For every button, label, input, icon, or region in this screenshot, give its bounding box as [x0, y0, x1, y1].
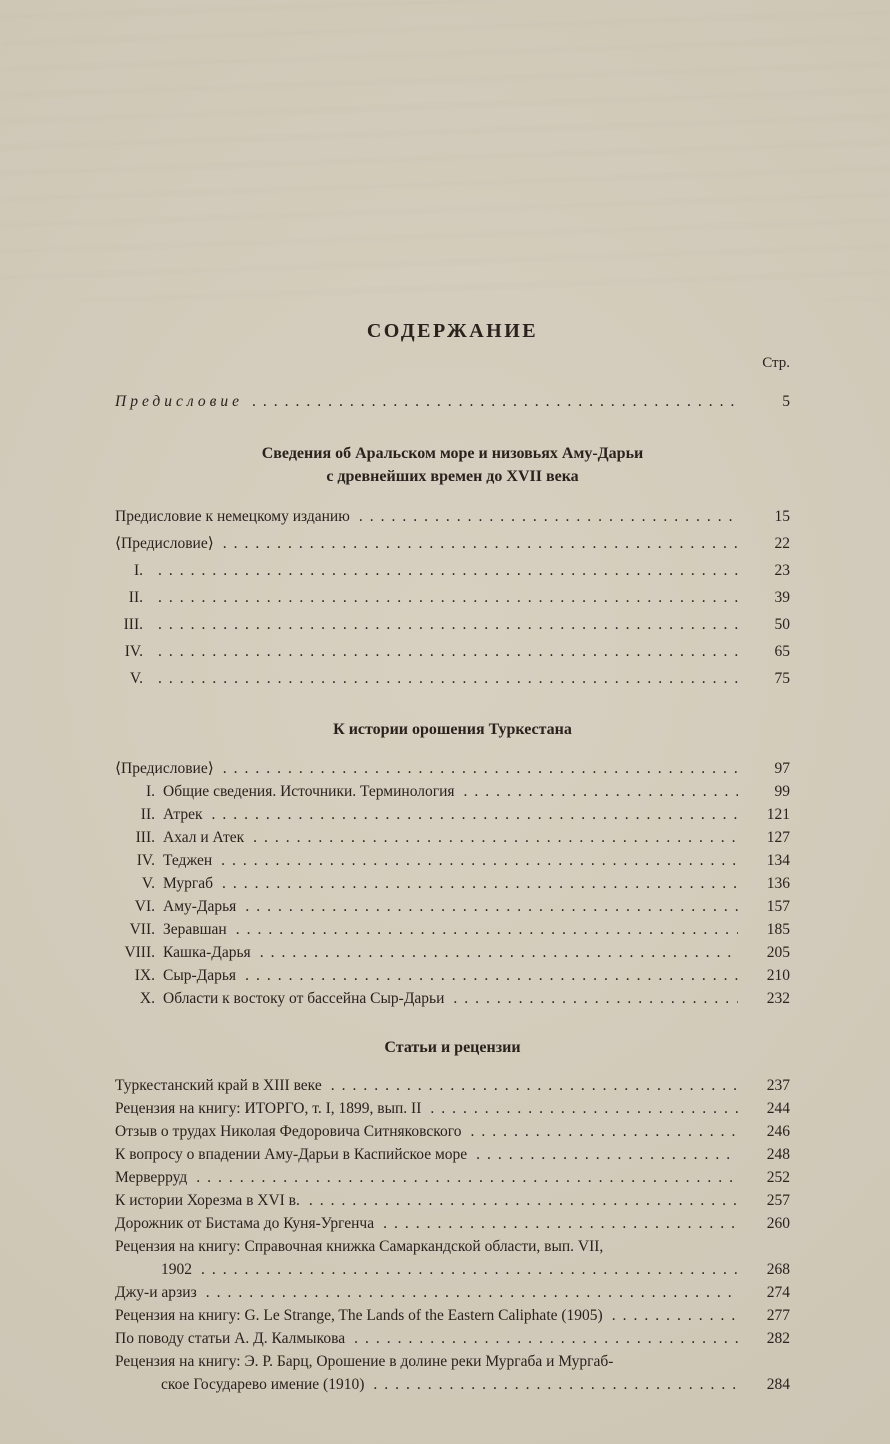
toc-entry — [115, 872, 790, 895]
toc-entry — [115, 757, 790, 780]
entry-page: 237 — [766, 1076, 790, 1094]
entry-page: 205 — [766, 943, 790, 961]
entry-page: 268 — [766, 1260, 790, 1278]
entry-label: Атрек — [163, 805, 203, 823]
dot-leader — [221, 849, 738, 872]
entry-label: Общие сведения. Источники. Терминология — [163, 782, 455, 800]
dot-leader — [430, 1097, 738, 1120]
table-of-contents — [115, 320, 790, 1396]
entry-label: Отзыв о трудах Николая Федоровича Ситняковского — [115, 1122, 462, 1140]
dot-leader — [206, 1281, 738, 1304]
toc-entry — [115, 1281, 790, 1304]
toc-entry — [115, 1166, 790, 1189]
dot-leader — [464, 780, 738, 803]
entry-page: 39 — [774, 589, 790, 607]
section-heading — [115, 1036, 790, 1059]
toc-entry — [115, 895, 790, 918]
dot-leader — [260, 941, 738, 964]
entry-label-continuation: ское Государево имение (1910) — [161, 1375, 365, 1393]
entry-number: III. — [135, 828, 155, 846]
dot-leader — [222, 872, 738, 895]
entry-label: Ахал и Атек — [163, 828, 245, 846]
section-heading — [115, 718, 790, 741]
toc-entry — [115, 849, 790, 872]
dot-leader — [223, 530, 738, 557]
toc-entry — [115, 503, 790, 530]
entry-page: 65 — [774, 643, 790, 661]
toc-entry-line1 — [115, 1235, 790, 1258]
entry-label: По поводу статьи А. Д. Калмыкова — [115, 1329, 346, 1347]
dot-leader — [354, 1327, 738, 1350]
entry-number: IV. — [136, 851, 155, 869]
section-heading-line: с древнейших времен до XVII века — [326, 468, 579, 486]
entry-page: 23 — [774, 562, 790, 580]
toc-entry — [115, 1120, 790, 1143]
toc-entry — [115, 964, 790, 987]
entry-page: 157 — [766, 897, 790, 915]
dot-leader — [383, 1212, 738, 1235]
entry-label: К вопросу о впадении Аму-Дарьи в Каспийское море — [115, 1145, 468, 1163]
toc-entry — [115, 530, 790, 557]
entry-page: 127 — [766, 828, 790, 846]
entry-page: 5 — [782, 393, 790, 410]
entry-number: I. — [145, 782, 155, 800]
toc-entry — [115, 1074, 790, 1097]
toc-entry — [115, 803, 790, 826]
dot-leader — [309, 1189, 738, 1212]
entry-page: 282 — [766, 1329, 790, 1347]
toc-section — [115, 718, 790, 1009]
entry-number: I. — [133, 562, 143, 580]
toc-entry — [115, 918, 790, 941]
entry-page: 22 — [774, 535, 790, 553]
toc-entry — [115, 1327, 790, 1350]
dot-leader — [331, 1074, 738, 1097]
entry-label: Сыр-Дарья — [163, 966, 237, 984]
page-column-label-text: Стр. — [762, 355, 790, 371]
dot-leader — [201, 1258, 738, 1281]
entry-page: 232 — [766, 989, 790, 1007]
entry-label: Кашка-Дарья — [163, 943, 251, 961]
entry-number: IV. — [124, 643, 143, 661]
toc-section — [115, 1036, 790, 1396]
toc-entry-line1 — [115, 1350, 790, 1373]
section-heading-line: Статьи и рецензии — [384, 1038, 521, 1056]
page-title: СОДЕРЖАНИЕ — [366, 320, 539, 342]
entry-number: VIII. — [124, 943, 155, 961]
entry-number: IX. — [134, 966, 155, 984]
entry-number: III. — [123, 616, 143, 634]
dot-leader — [236, 918, 738, 941]
toc-entry — [115, 987, 790, 1010]
dot-leader — [158, 665, 738, 692]
page-column-label — [115, 355, 790, 372]
dot-leader — [476, 1143, 738, 1166]
dot-leader — [373, 1373, 738, 1396]
entry-page: 75 — [774, 670, 790, 688]
ink-bleed-artifact — [0, 0, 890, 300]
entry-label: К истории Хорезма в XVI в. — [115, 1191, 300, 1209]
entry-label: Джу-и арзиз — [115, 1283, 197, 1301]
entry-page: 136 — [766, 874, 790, 892]
entry-page: 99 — [774, 782, 790, 800]
entry-label: Области к востоку от бассейна Сыр-Дарьи — [163, 989, 445, 1007]
entry-label: ⟨Предисловие⟩ — [115, 759, 214, 777]
dot-leader — [212, 803, 738, 826]
toc-entry — [115, 611, 790, 638]
section-heading — [115, 442, 790, 488]
dot-leader — [453, 987, 738, 1010]
entry-label: Дорожник от Бистама до Куня-Ургенча — [115, 1214, 375, 1232]
entry-label-continuation: 1902 — [161, 1260, 192, 1278]
entry-number: II. — [140, 805, 155, 823]
entry-label: Предисловие — [115, 393, 243, 410]
dot-leader — [245, 895, 738, 918]
entry-page: 134 — [766, 851, 790, 869]
entry-number: VII. — [129, 920, 155, 938]
entry-label: Рецензия на книгу: ИТОРГО, т. I, 1899, вып. II — [115, 1099, 422, 1117]
toc-entry — [115, 1143, 790, 1166]
dot-leader — [252, 388, 738, 416]
entry-page: 185 — [766, 920, 790, 938]
entry-page: 121 — [766, 805, 790, 823]
entry-page: 50 — [774, 616, 790, 634]
entry-page: 244 — [766, 1099, 790, 1117]
entry-label: Туркестанский край в XIII веке — [115, 1076, 322, 1094]
entry-label: Зеравшан — [163, 920, 227, 938]
toc-entry-continuation — [115, 1258, 790, 1281]
entry-number: II. — [128, 589, 143, 607]
entry-page: 15 — [774, 508, 790, 526]
entry-label: Рецензия на книгу: Э. Р. Барц, Орошение в долине реки Мургаба и Мургаб- — [115, 1352, 614, 1370]
entry-number: VI. — [134, 897, 155, 915]
toc-entry — [115, 826, 790, 849]
entry-number: V. — [141, 874, 155, 892]
entry-page: 284 — [766, 1375, 790, 1393]
toc-entry — [115, 584, 790, 611]
entry-page: 260 — [766, 1214, 790, 1232]
dot-leader — [470, 1120, 738, 1143]
entry-number: X. — [139, 989, 155, 1007]
entry-label: Предисловие к немецкому изданию — [115, 508, 350, 526]
entry-page: 246 — [766, 1122, 790, 1140]
dot-leader — [245, 964, 738, 987]
toc-entry — [115, 557, 790, 584]
toc-entry — [115, 1212, 790, 1235]
dot-leader — [223, 757, 738, 780]
toc-entry — [115, 638, 790, 665]
dot-leader — [359, 503, 738, 530]
entry-page: 248 — [766, 1145, 790, 1163]
section-heading-line: К истории орошения Туркестана — [333, 721, 572, 739]
toc-entry — [115, 388, 790, 416]
dot-leader — [158, 557, 738, 584]
entry-label: Мерверруд — [115, 1168, 188, 1186]
toc-entry — [115, 1097, 790, 1120]
entry-label: Аму-Дарья — [163, 897, 237, 915]
entry-label: Рецензия на книгу: G. Le Strange, The Lands of the Eastern Caliphate (1905) — [115, 1306, 603, 1324]
entry-page: 277 — [766, 1306, 790, 1324]
entry-label: Мургаб — [163, 874, 214, 892]
entry-label: Рецензия на книгу: Справочная книжка Самаркандской области, вып. VII, — [115, 1237, 604, 1255]
toc-entry — [115, 665, 790, 692]
toc-entry — [115, 1304, 790, 1327]
toc-section — [115, 442, 790, 692]
entry-page: 257 — [766, 1191, 790, 1209]
entry-number: V. — [129, 670, 143, 688]
dot-leader — [196, 1166, 738, 1189]
toc-entry — [115, 780, 790, 803]
dot-leader — [253, 826, 738, 849]
entry-page: 210 — [766, 966, 790, 984]
entry-label: ⟨Предисловие⟩ — [115, 535, 214, 553]
entry-label: Теджен — [163, 851, 213, 869]
toc-entry-continuation — [115, 1373, 790, 1396]
entry-page: 252 — [766, 1168, 790, 1186]
toc-entry — [115, 941, 790, 964]
dot-leader — [158, 611, 738, 638]
entry-page: 97 — [774, 759, 790, 777]
dot-leader — [158, 638, 738, 665]
toc-entry — [115, 1189, 790, 1212]
dot-leader — [612, 1304, 738, 1327]
section-heading-line: Сведения об Аральском море и низовьях Аму-Дарьи — [261, 445, 644, 462]
dot-leader — [158, 584, 738, 611]
entry-page: 274 — [766, 1283, 790, 1301]
